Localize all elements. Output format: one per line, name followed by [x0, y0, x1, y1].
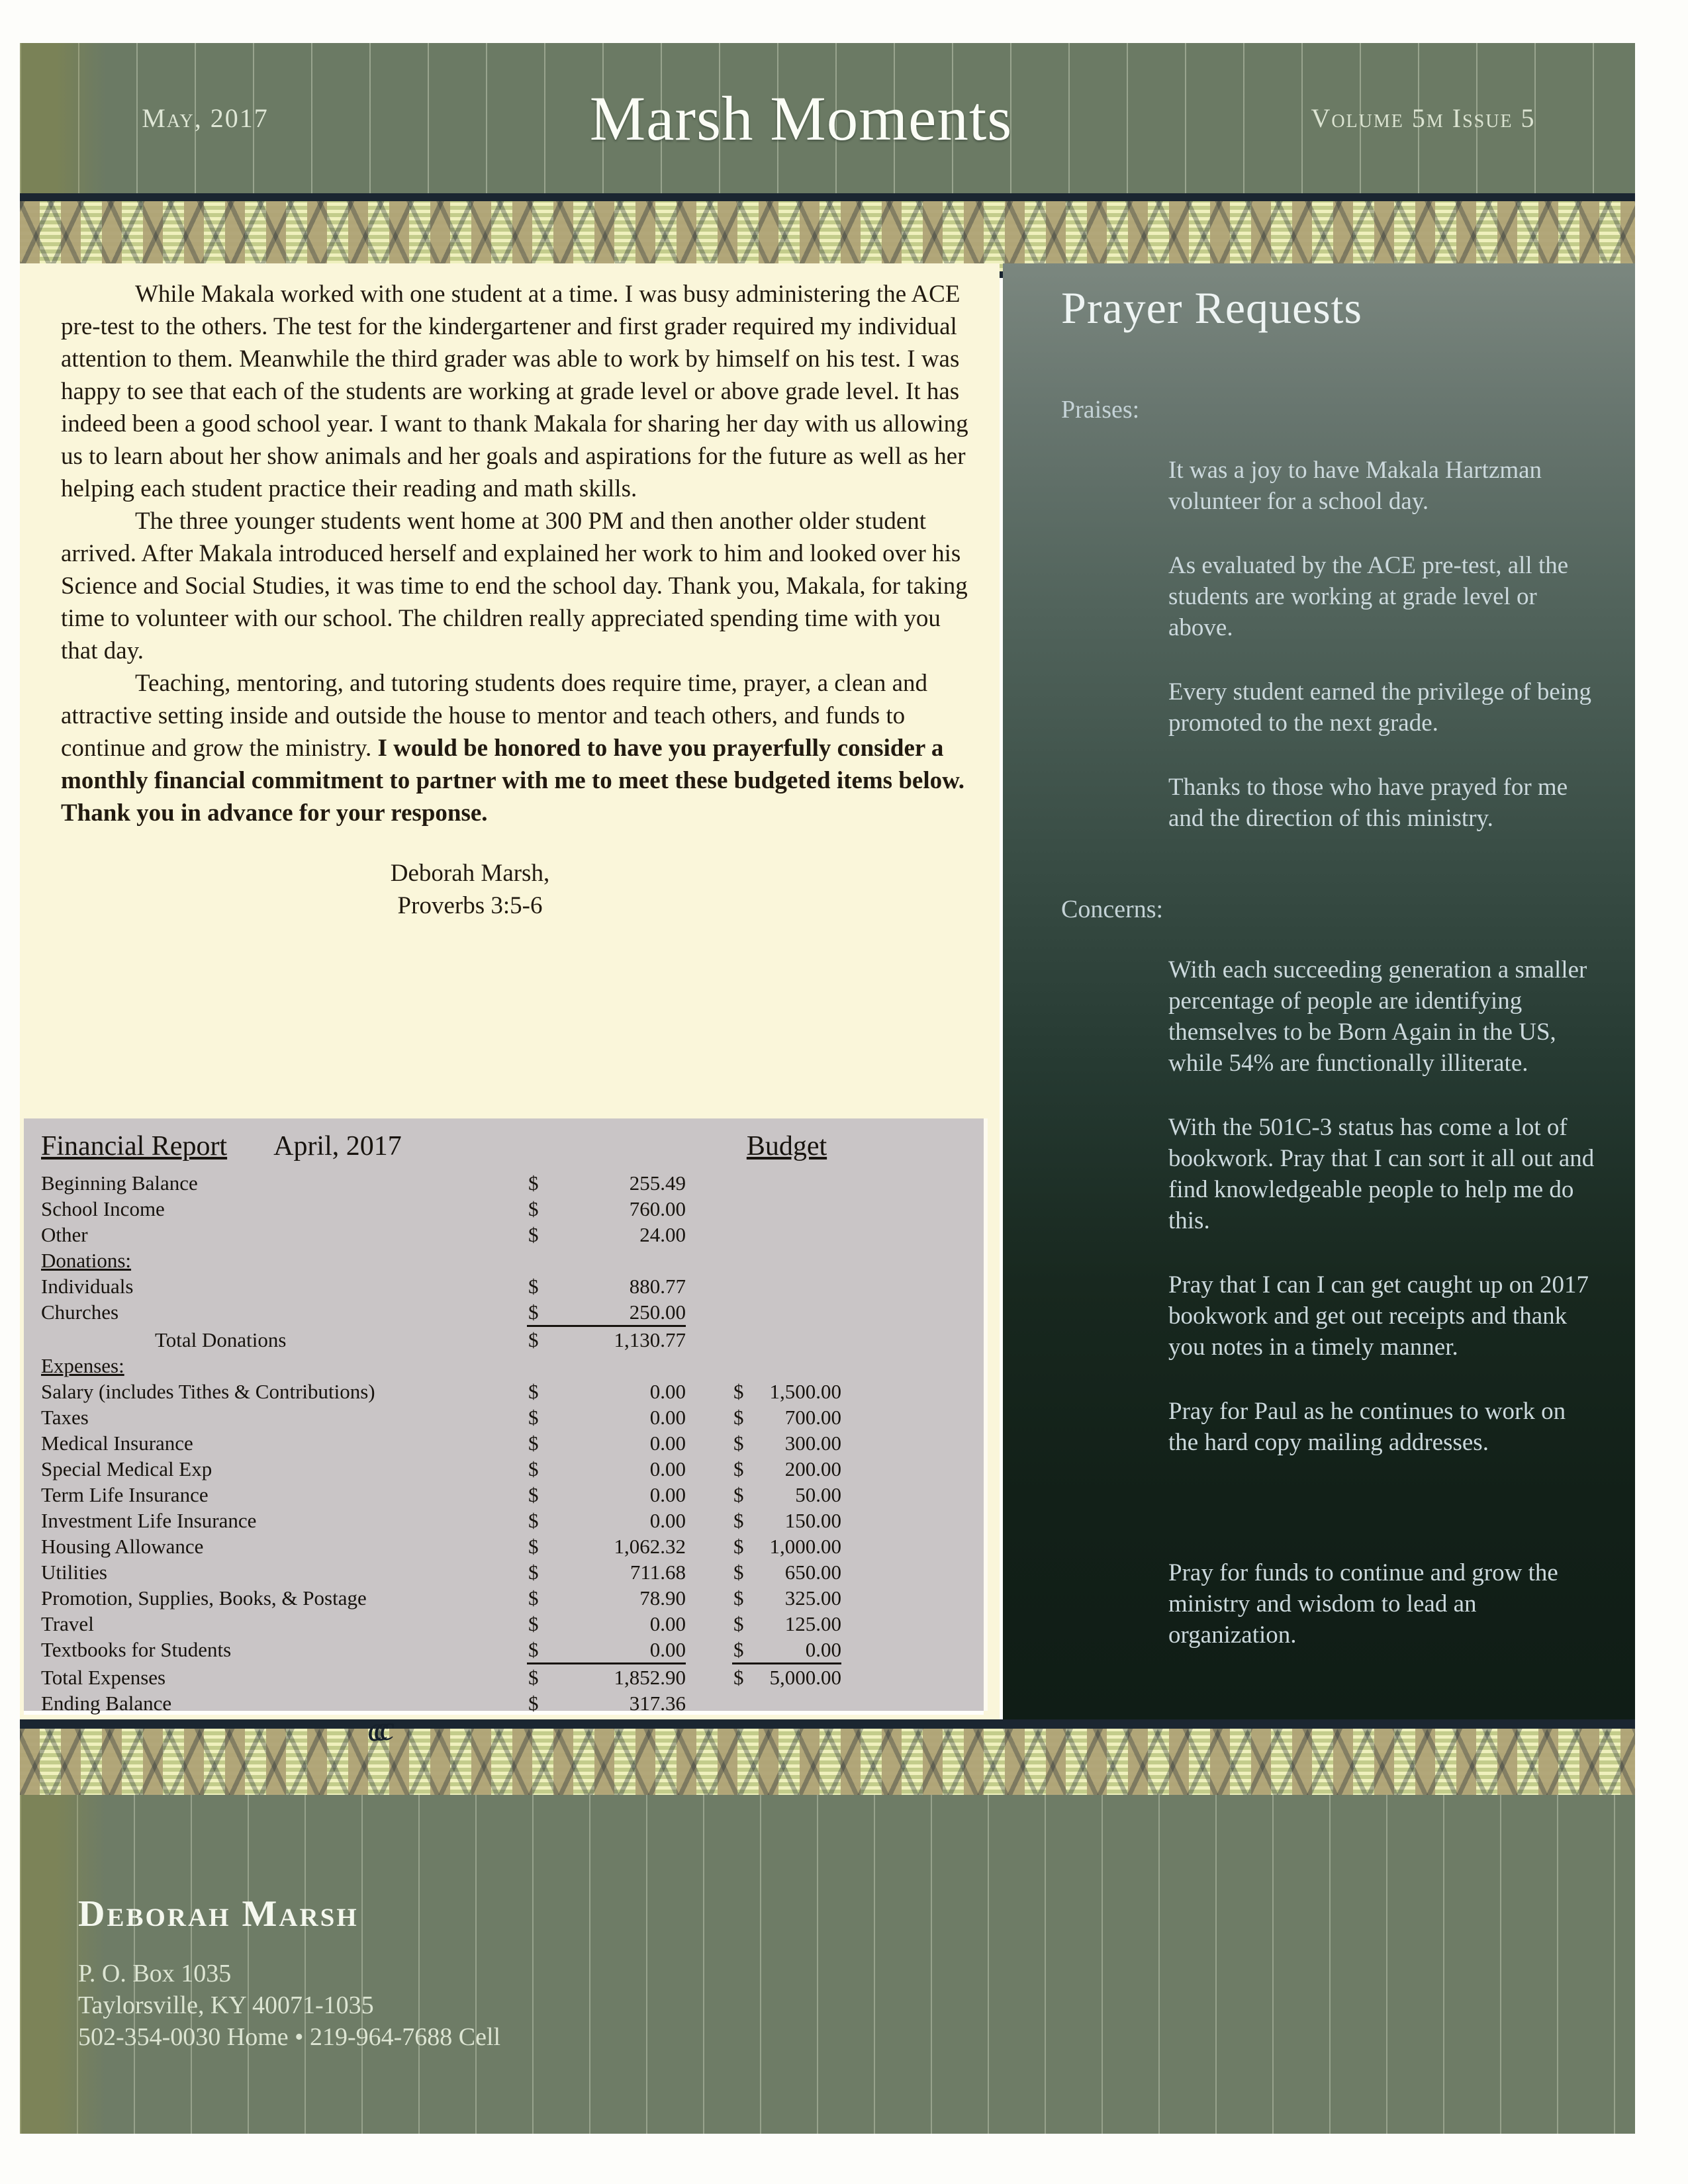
footer-contact-panel: [20, 1795, 1635, 2134]
budget-amount-cell: [732, 1273, 841, 1299]
financial-row: [41, 1508, 984, 1533]
praises-list: [1168, 455, 1595, 834]
budget-amount-cell: $ 50.00: [733, 1483, 841, 1506]
budget-amount-cell: [732, 1196, 841, 1222]
actual-amount-cell: $ 0.00: [528, 1406, 686, 1429]
budget-amount-cell: $ 650.00: [733, 1561, 841, 1584]
row-label: Taxes: [41, 1406, 89, 1429]
budget-amount-cell: [732, 1222, 841, 1248]
financial-report-title: Financial Report: [41, 1131, 228, 1161]
actual-amount-cell: $ 255.49: [528, 1171, 686, 1195]
contact-po-box: P. O. Box 1035: [78, 1960, 232, 1987]
actual-amount-cell: $ 1,852.90: [528, 1666, 686, 1689]
financial-row: [41, 1430, 984, 1456]
row-label: Expenses:: [41, 1354, 124, 1377]
actual-amount-cell: $ 0.00: [527, 1637, 686, 1664]
financial-row: [41, 1559, 984, 1585]
actual-amount-cell: $ 0.00: [528, 1612, 686, 1635]
financial-row: [41, 1533, 984, 1559]
actual-amount-cell: [527, 1353, 686, 1379]
budget-amount-cell: $ 1,000.00: [733, 1535, 841, 1558]
financial-report-header: [41, 1130, 984, 1162]
actual-amount-cell: $ 317.36: [528, 1692, 686, 1715]
signature-name: Deborah Marsh,: [390, 860, 550, 887]
newsletter-title: Marsh Moments: [589, 83, 1013, 154]
financial-row: [41, 1664, 984, 1690]
budget-amount-cell: [732, 1327, 841, 1353]
financial-rows: [41, 1170, 984, 1716]
actual-amount-cell: $ 0.00: [528, 1380, 686, 1403]
row-label: Salary (includes Tithes & Contributions): [41, 1380, 375, 1403]
financial-row: [41, 1222, 984, 1248]
budget-amount-cell: $ 5,000.00: [733, 1666, 841, 1689]
actual-amount-cell: $ 880.77: [528, 1275, 686, 1298]
actual-amount-cell: $ 78.90: [528, 1586, 686, 1610]
row-label: School Income: [41, 1197, 165, 1220]
concern-item: Pray for Paul as he continues to work on the hard copy mailing addresses.: [1168, 1398, 1566, 1456]
actual-amount-cell: $ 1,130.77: [528, 1328, 686, 1351]
financial-row: [41, 1299, 984, 1327]
financial-row: [41, 1248, 984, 1273]
budget-amount-cell: [732, 1353, 841, 1379]
actual-amount-cell: $ 0.00: [528, 1483, 686, 1506]
contact-city-state-zip: Taylorsville, KY 40071-1035: [78, 1991, 374, 2019]
issue-date: May, 2017: [142, 103, 269, 133]
row-label: Donations:: [41, 1249, 132, 1272]
praises-label: Praises:: [1061, 396, 1140, 424]
financial-row: [41, 1456, 984, 1482]
row-label: Total Expenses: [41, 1666, 166, 1689]
article-paragraph: The three younger students went home at 300 PM and then another older student arrived. After Makala introduced herself and explained her work to him and looked over his Science and Social Studies, it was time to end the school day. Thank you, Makala, for taking time to volunteer with our school. The children really appreciated spending time with you that day.: [61, 508, 968, 664]
row-label: Term Life Insurance: [41, 1483, 209, 1506]
row-label: Investment Life Insurance: [41, 1509, 257, 1532]
budget-amount-cell: $ 700.00: [733, 1406, 841, 1429]
actual-amount-cell: $ 0.00: [528, 1457, 686, 1480]
budget-amount-cell: $ 200.00: [733, 1457, 841, 1480]
financial-row: [41, 1170, 984, 1196]
contact-address: [78, 1958, 1635, 2053]
budget-amount-cell: $ 125.00: [733, 1612, 841, 1635]
budget-amount-cell: $ 0.00: [732, 1637, 841, 1664]
concerns-list: [1168, 954, 1595, 1651]
concern-item: With each succeeding generation a smaller percentage of people are identifying themselves to be Born Again in the US, while 54% are functionally illiterate.: [1168, 956, 1587, 1077]
prayer-requests-panel: [1003, 263, 1635, 1719]
concerns-section: [1003, 895, 1635, 1651]
row-label: Promotion, Supplies, Books, & Postage: [41, 1586, 367, 1610]
masthead: [20, 43, 1635, 193]
contact-phones: 502-354-0030 Home • 219-964-7688 Cell: [78, 2023, 501, 2051]
row-label: Utilities: [41, 1561, 107, 1584]
contact-name: Deborah Marsh: [78, 1893, 359, 1934]
article-paragraph: Teaching, mentoring, and tutoring students does require time, prayer, a clean and attractive setting inside and outside the house to mentor and teach others, and funds to continue and grow the ministry. I would be honored to have you prayerfully consider a monthly financial commitment to partner with me to meet these budgeted items below. Thank you in advance for your response.: [61, 670, 965, 827]
financial-report-period: April, 2017: [273, 1131, 402, 1161]
concern-item: Pray that I can I can get caught up on 2017 bookwork and get out receipts and thank you notes in a timely manner.: [1168, 1271, 1589, 1361]
financial-row: [41, 1690, 984, 1716]
financial-row: [41, 1273, 984, 1299]
signature-verse: Proverbs 3:5-6: [397, 892, 543, 919]
prayer-requests-title: Prayer Requests: [1061, 283, 1363, 333]
financial-row: [41, 1353, 984, 1379]
article-paragraph: While Makala worked with one student at a time. I was busy administering the ACE pre-test to the others. The test for the kindergartener and first grader required my individual attention to them. Meanwhile the third grader was able to work by himself on his test. I was happy to see that each of the students are working at grade level or above grade level. It has indeed been a good school year. I want to thank Makala for sharing her day with us allowing us to learn about her show animals and her goals and aspirations for the future as well as her helping each student practice their reading and math skills.: [61, 281, 968, 502]
concern-item: Pray for funds to continue and grow the ministry and wisdom to lead an organization.: [1168, 1559, 1558, 1649]
actual-amount-cell: $ 24.00: [528, 1223, 686, 1246]
actual-amount-cell: $ 0.00: [528, 1509, 686, 1532]
volume-issue: Volume 5m Issue 5: [1311, 103, 1536, 133]
row-label: Beginning Balance: [41, 1171, 198, 1195]
row-label: Medical Insurance: [41, 1432, 193, 1455]
financial-report-inner: [24, 1118, 984, 1716]
praise-item: Thanks to those who have prayed for me and the direction of this ministry.: [1168, 774, 1568, 832]
handwritten-scribble: ccc: [366, 1710, 387, 1749]
praise-item: As evaluated by the ACE pre-test, all the students are working at grade level or above.: [1168, 552, 1569, 641]
weave-pattern: [20, 201, 1635, 271]
budget-amount-cell: $ 150.00: [733, 1509, 841, 1532]
row-label: Total Donations: [155, 1328, 287, 1351]
signature-block: [20, 857, 1000, 922]
row-label: Other: [41, 1223, 88, 1246]
row-label: Travel: [41, 1612, 94, 1635]
row-label: Individuals: [41, 1275, 134, 1298]
actual-amount-cell: $ 760.00: [528, 1197, 686, 1220]
financial-row: [41, 1379, 984, 1404]
budget-column-header: Budget: [746, 1131, 827, 1161]
budget-amount-cell: [732, 1690, 841, 1716]
actual-amount-cell: $ 250.00: [527, 1299, 686, 1327]
financial-report: [24, 1118, 984, 1715]
budget-amount-cell: $ 325.00: [733, 1586, 841, 1610]
actual-amount-cell: $ 711.68: [528, 1561, 686, 1584]
actual-amount-cell: $ 1,062.32: [528, 1535, 686, 1558]
row-label: Housing Allowance: [41, 1535, 204, 1558]
financial-row: [41, 1327, 984, 1353]
actual-amount-cell: [527, 1248, 686, 1273]
financial-row: [41, 1404, 984, 1430]
financial-row: [41, 1611, 984, 1637]
row-label: Special Medical Exp: [41, 1457, 212, 1480]
concerns-label: Concerns:: [1061, 895, 1164, 923]
row-label: Churches: [41, 1300, 119, 1324]
praise-item: It was a joy to have Makala Hartzman volunteer for a school day.: [1168, 457, 1542, 515]
row-label: Ending Balance: [41, 1692, 172, 1715]
financial-row: [41, 1585, 984, 1611]
article-body: [20, 263, 1000, 829]
actual-amount-cell: $ 0.00: [528, 1432, 686, 1455]
financial-row: [41, 1482, 984, 1508]
financial-row: [41, 1196, 984, 1222]
budget-amount-cell: $ 1,500.00: [733, 1380, 841, 1403]
budget-amount-cell: [732, 1248, 841, 1273]
budget-amount-cell: $ 300.00: [733, 1432, 841, 1455]
financial-row: [41, 1637, 984, 1664]
row-label: Textbooks for Students: [41, 1638, 232, 1661]
budget-amount-cell: [732, 1170, 841, 1196]
weave-pattern: [20, 1729, 1635, 1804]
praises-section: [1003, 395, 1635, 834]
concern-item: With the 501C-3 status has come a lot of bookwork. Pray that I can sort it all out and find knowledgeable people to help me do this.: [1168, 1114, 1595, 1234]
praise-item: Every student earned the privilege of being promoted to the next grade.: [1168, 678, 1592, 737]
budget-amount-cell: [732, 1299, 841, 1327]
